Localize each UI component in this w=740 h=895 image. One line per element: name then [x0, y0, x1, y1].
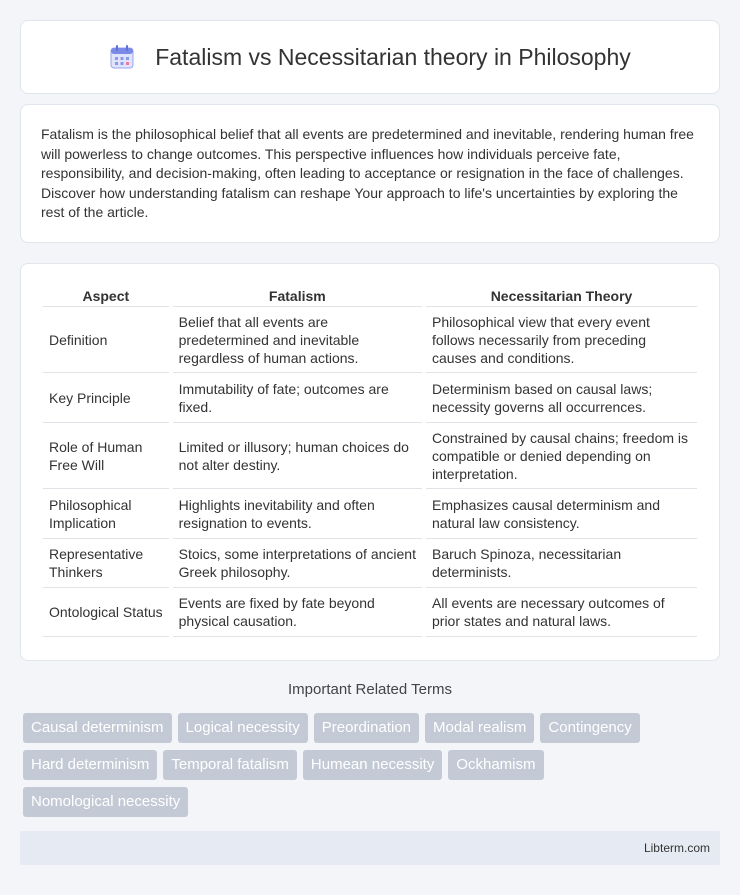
table-header-row	[43, 284, 697, 307]
tag-preordination[interactable]: Preordination	[314, 713, 419, 743]
table-cell: Limited or illusory; human choices do not alter destiny.	[173, 423, 422, 489]
table-row	[43, 423, 697, 489]
tag-humean-necessity[interactable]: Humean necessity	[303, 750, 442, 780]
title-card	[20, 20, 720, 94]
related-terms-list	[23, 713, 713, 817]
table-row	[43, 539, 697, 588]
intro-card	[20, 104, 720, 243]
table-cell: Events are fixed by fate beyond physical causation.	[173, 588, 422, 637]
table-cell: Baruch Spinoza, necessitarian determinists.	[426, 539, 697, 588]
table-cell: Philosophical Implication	[43, 489, 169, 539]
header-fatalism: Fatalism	[173, 284, 422, 307]
table-cell: Philosophical view that every event follows necessarily from preceding causes and conditions.	[426, 307, 697, 373]
table-row	[43, 307, 697, 373]
tag-nomological-necessity[interactable]: Nomological necessity	[23, 787, 188, 817]
table-cell: Emphasizes causal determinism and natural law consistency.	[426, 489, 697, 539]
table-cell: Immutability of fate; outcomes are fixed.	[173, 373, 422, 423]
tag-causal-determinism[interactable]: Causal determinism	[23, 713, 172, 743]
tag-modal-realism[interactable]: Modal realism	[425, 713, 534, 743]
table-cell: Constrained by causal chains; freedom is compatible or denied depending on interpretation.	[426, 423, 697, 489]
page-title: Fatalism vs Necessitarian theory in Philosophy	[155, 43, 631, 70]
header-aspect: Aspect	[43, 284, 169, 307]
tag-contingency[interactable]: Contingency	[540, 713, 639, 743]
comparison-table	[39, 284, 701, 637]
tag-logical-necessity[interactable]: Logical necessity	[178, 713, 308, 743]
table-row	[43, 489, 697, 539]
footer	[20, 831, 720, 865]
tag-ockhamism[interactable]: Ockhamism	[448, 750, 543, 780]
table-cell: Role of Human Free Will	[43, 423, 169, 489]
table-cell: Highlights inevitability and often resignation to events.	[173, 489, 422, 539]
table-cell: All events are necessary outcomes of prior states and natural laws.	[426, 588, 697, 637]
calendar-icon	[109, 44, 135, 70]
footer-site-link[interactable]: Libterm.com	[643, 841, 710, 855]
tag-temporal-fatalism[interactable]: Temporal fatalism	[163, 750, 297, 780]
comparison-card	[20, 263, 720, 661]
tag-hard-determinism[interactable]: Hard determinism	[23, 750, 157, 780]
table-cell: Key Principle	[43, 373, 169, 423]
table-cell: Ontological Status	[43, 588, 169, 637]
table-cell: Determinism based on causal laws; necessity governs all occurrences.	[426, 373, 697, 423]
table-cell: Representative Thinkers	[43, 539, 169, 588]
related-terms-title: Important Related Terms	[288, 681, 452, 698]
table-row	[43, 373, 697, 423]
intro-text: Fatalism is the philosophical belief that all events are predetermined and inevitable, rendering human free will powerless to change outcomes. This perspective influences how individuals perceive fate, responsibility, and decision-making, often leading to acceptance or resignation in the face of challenges. Discover how understanding fatalism can reshape Your approach to life's uncertainties by exploring the rest of the article.	[41, 126, 694, 221]
header-necessitarian: Necessitarian Theory	[426, 284, 697, 307]
table-cell: Stoics, some interpretations of ancient Greek philosophy.	[173, 539, 422, 588]
table-cell: Definition	[43, 307, 169, 373]
table-row	[43, 588, 697, 637]
table-cell: Belief that all events are predetermined and inevitable regardless of human actions.	[173, 307, 422, 373]
